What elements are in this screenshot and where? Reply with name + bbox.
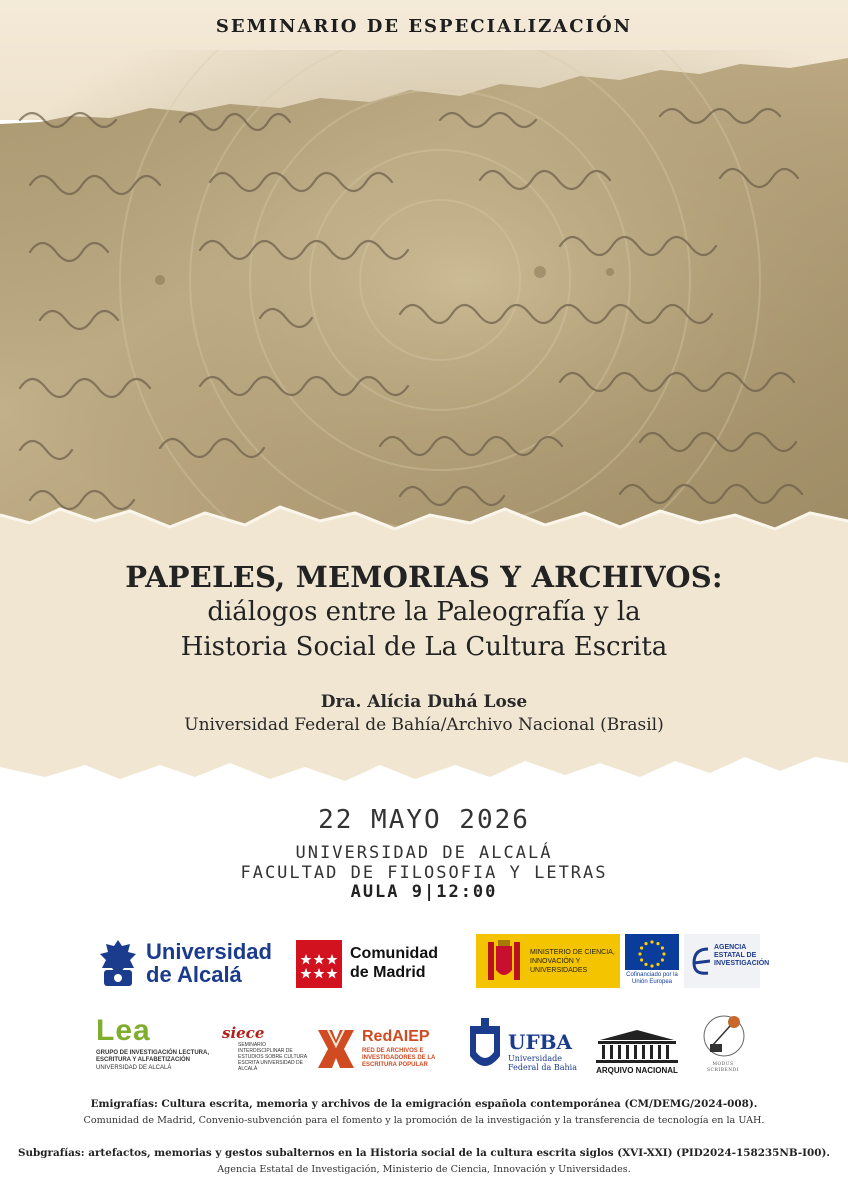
- seminar-subtitle-line2: Historia Social de La Cultura Escrita: [180, 632, 668, 662]
- ufba-logo: [466, 1016, 578, 1080]
- arquivo-name: ARQUIVO NACIONAL: [596, 1066, 678, 1075]
- uah-name-line1: Universidad: [146, 939, 272, 964]
- building-icon: [588, 1028, 686, 1064]
- comunidad-madrid-logo: [296, 940, 446, 988]
- redaiep-wordmark: RedAIEP: [362, 1028, 430, 1045]
- uah-name-line2: de Alcalá: [146, 962, 242, 987]
- cam-name-line2: de Madrid: [350, 964, 426, 981]
- seminar-subtitle-line1: diálogos entre la Paleografía y la: [207, 597, 641, 627]
- project2-title: Subgrafías: artefactos, memorias y gestos subalternos en la Historia social de la cultura escrita siglos (XVI-XXI) (PID2024-158235NB-I00).: [17, 1147, 831, 1159]
- venue-university: UNIVERSIDAD DE ALCALÁ: [295, 843, 553, 863]
- siece-wordmark: siece: [222, 1024, 265, 1042]
- seminar-heading: SEMINARIO DE ESPECIALIZACIÓN: [215, 16, 633, 37]
- speaker-name: Dra. Alícia Duhá Lose: [320, 692, 528, 712]
- eu-flag-icon: [625, 934, 679, 970]
- ufba-wordmark: UFBA: [508, 1030, 573, 1054]
- redaiep-x-icon: [314, 1026, 358, 1072]
- event-date: 22 MAYO 2026: [318, 805, 530, 835]
- lea-university: UNIVERSIDAD DE ALCALÁ: [96, 1065, 172, 1071]
- room-and-time: AULA 9|12:00: [350, 882, 498, 902]
- modus-scribendi-logo: [700, 1012, 746, 1082]
- aei-e-icon: [688, 941, 716, 981]
- ministerio-logo: [476, 934, 620, 988]
- aei-name: AGENCIA ESTATAL DE INVESTIGACIÓN: [714, 944, 770, 967]
- redaiep-logo: [314, 1026, 456, 1074]
- ufba-description: Universidade Federal da Bahia: [508, 1054, 577, 1072]
- uah-crest-icon: [96, 938, 140, 988]
- project1-funding: Comunidad de Madrid, Convenio-subvención para el fomento y la promoción de la investigación y la transferencia de tecnología en la UAH.: [83, 1115, 765, 1126]
- ufba-crest-icon: [466, 1016, 504, 1078]
- eu-caption: Cofinanciado por la Unión Europea: [626, 972, 678, 985]
- redaiep-description: RED DE ARCHIVOS E INVESTIGADORES DE LA ESCRITURA POPULAR: [362, 1048, 436, 1068]
- arquivo-nacional-logo: [588, 1028, 686, 1078]
- madrid-flag-icon: [296, 940, 342, 988]
- cam-name-line1: Comunidad: [350, 945, 438, 962]
- siece-description: SEMINARIO INTERDISCIPLINAR DE ESTUDIOS SOBRE CULTURA ESCRITA UNIVERSIDAD DE ALCALÁ: [238, 1042, 307, 1072]
- speaker-affiliation: Universidad Federal de Bahía/Archivo Nacional (Brasil): [184, 715, 664, 735]
- eu-cofinanced-logo: [623, 934, 681, 988]
- seminar-title: PAPELES, MEMORIAS Y ARCHIVOS:: [125, 560, 723, 594]
- quill-inkwell-icon: [700, 1012, 746, 1062]
- lea-logo: [96, 1014, 216, 1080]
- project2-funding: Agencia Estatal de Investigación, Ministerio de Ciencia, Innovación y Universidades.: [217, 1164, 631, 1175]
- venue-faculty: FACULTAD DE FILOSOFIA Y LETRAS: [240, 863, 608, 883]
- siece-logo: [222, 1024, 307, 1074]
- manuscript-image: [0, 50, 848, 560]
- lea-wordmark: Lea: [96, 1014, 151, 1047]
- project1-title: Emigrafías: Cultura escrita, memoria y archivos de la emigración española contemporánea (CM/DEMG/2024-008).: [90, 1098, 758, 1110]
- lea-description: GRUPO DE INVESTIGACIÓN LECTURA, ESCRITURA Y ALFABETIZACIÓN: [96, 1050, 210, 1063]
- modus-name: MODUS SCRIBENDI: [706, 1062, 740, 1073]
- universidad-alcala-logo: [96, 938, 276, 988]
- spain-coat-of-arms-icon: [480, 934, 528, 988]
- aei-logo: [684, 934, 770, 988]
- ministerio-name: MINISTERIO DE CIENCIA, INNOVACIÓN Y UNIVERSIDADES: [530, 949, 615, 974]
